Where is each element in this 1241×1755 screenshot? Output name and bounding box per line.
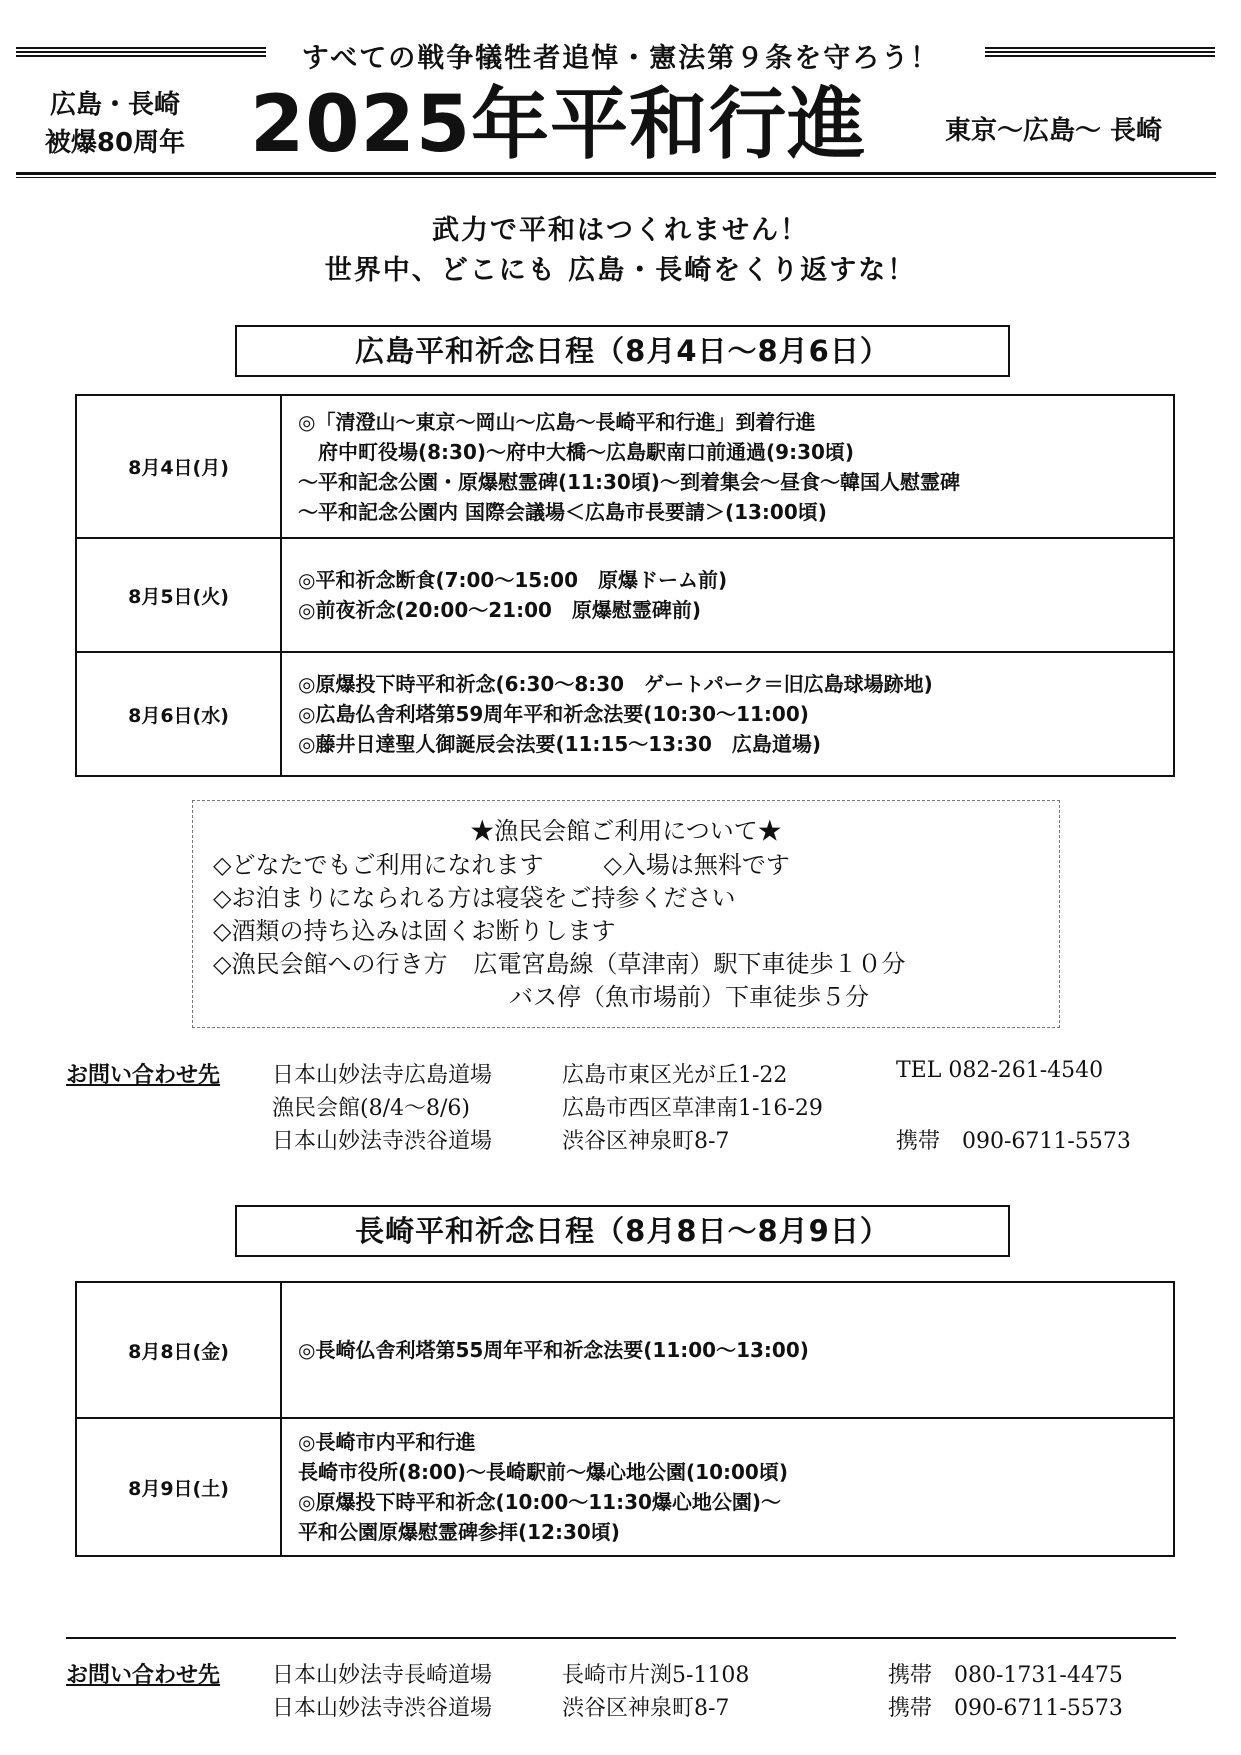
detail-line: ◎原爆投下時平和祈念(10:00〜11:30爆心地公園)〜 — [298, 1490, 782, 1514]
detail-line: ◎「清澄山〜東京〜岡山〜広島〜長崎平和行進」到着行進 — [298, 409, 816, 434]
notice-line — [213, 845, 790, 880]
detail-line: ◎長崎市内平和行進 — [298, 1430, 476, 1454]
notice-text: 広電宮島線（草津南）駅下車徒歩１０分 — [473, 950, 906, 978]
contact-address: 広島市西区草津南1-16-29 — [562, 1096, 823, 1121]
detail-cell — [281, 1418, 1174, 1556]
contact-name: 日本山妙法寺渋谷道場 — [272, 1129, 493, 1154]
contact-address: 広島市東区光が丘1-22 — [562, 1063, 788, 1088]
table-row — [76, 1418, 1174, 1556]
table-row — [76, 395, 1174, 538]
detail-line: ◎長崎仏舎利塔第55周年平和祈念法要(11:00〜13:00) — [298, 1338, 809, 1362]
detail-line: 平和公園原爆慰霊碑参拝(12:30頃) — [298, 1520, 620, 1544]
contact-name: 日本山妙法寺広島道場 — [272, 1063, 493, 1088]
detail-cell — [281, 1282, 1174, 1418]
table-row — [76, 652, 1174, 776]
header-subtitle: すべての戦争犠牲者追悼・憲法第９条を守ろう！ — [301, 43, 940, 74]
detail-line: ◎前夜祈念(20:00〜21:00 原爆慰霊碑前) — [298, 598, 702, 622]
contact-phone: TEL 082-261-4540 — [896, 1058, 1104, 1083]
contact-label-text: お問い合わせ先 — [66, 1062, 221, 1088]
contact-address: 長崎市片渕5-1108 — [562, 1663, 750, 1688]
date-cell: 8月4日(月) — [76, 395, 281, 538]
hiroshima-schedule-table — [75, 394, 1175, 777]
notice-line — [213, 944, 905, 979]
contact-label — [66, 1058, 220, 1089]
route-label: 東京〜広島〜 長崎 — [945, 116, 1163, 146]
date-cell: 8月6日(水) — [76, 652, 281, 776]
slogan-line1: 武力で平和はつくれません！ — [432, 215, 809, 246]
detail-cell — [281, 652, 1174, 776]
contact-phone: 携帯 090-6711-5573 — [896, 1129, 1131, 1154]
contact-address: 渋谷区神泉町8-7 — [562, 1696, 730, 1721]
page-title: 2025年平和行進 — [250, 80, 867, 170]
detail-line: ◎広島仏舎利塔第59周年平和祈念法要(10:30〜11:00) — [298, 702, 809, 726]
badge-line2: 被爆80周年 — [44, 128, 186, 158]
contact-label — [66, 1658, 220, 1689]
anniversary-badge — [30, 86, 200, 162]
notice-title: ★漁民会館ご利用について★ — [470, 817, 782, 845]
notice-line: バス停（魚市場前）下車徒歩５分 — [509, 983, 869, 1011]
detail-line: 〜平和記念公園・原爆慰霊碑(11:30頃)〜到着集会〜昼食〜韓国人慰霊碑 — [298, 469, 960, 494]
footer-divider — [66, 1637, 1176, 1639]
date-cell: 8月5日(火) — [76, 538, 281, 652]
badge-line1: 広島・長崎 — [49, 90, 180, 120]
notice-line: ◇酒類の持ち込みは固くお断りします — [213, 917, 616, 945]
contact-name: 漁民会館(8/4〜8/6) — [272, 1096, 470, 1121]
contact-name: 日本山妙法寺長崎道場 — [272, 1663, 493, 1688]
nagasaki-schedule-table — [75, 1281, 1175, 1557]
contact-name: 日本山妙法寺渋谷道場 — [272, 1696, 493, 1721]
contact-phone: 携帯 080-1731-4475 — [888, 1663, 1123, 1688]
contact-label-text: お問い合わせ先 — [66, 1662, 221, 1688]
header-bottom-rule — [16, 172, 1216, 178]
notice-line: ◇お泊まりになられる方は寝袋をご持参ください — [213, 884, 736, 912]
fishermen-hall-notice — [192, 800, 1060, 1028]
hiroshima-heading: 広島平和祈念日程（8月4日〜8月6日） — [235, 325, 1010, 377]
notice-text: ◇漁民会館への行き方 — [213, 950, 448, 978]
detail-line: 〜平和記念公園内 国際会議場＜広島市長要請＞(13:00頃) — [298, 499, 827, 524]
detail-cell — [281, 538, 1174, 652]
table-row — [76, 538, 1174, 652]
detail-line: 府中町役場(8:30)〜府中大橋〜広島駅南口前通過(9:30頃) — [298, 439, 855, 464]
table-row — [76, 1282, 1174, 1418]
notice-text: ◇どなたでもご利用になれます — [213, 851, 544, 879]
detail-line: ◎藤井日達聖人御誕辰会法要(11:15〜13:30 広島道場) — [298, 732, 822, 756]
contact-phone: 携帯 090-6711-5573 — [888, 1696, 1123, 1721]
detail-line: ◎原爆投下時平和祈念(6:30〜8:30 ゲートパーク＝旧広島球場跡地) — [298, 672, 933, 696]
nagasaki-heading: 長崎平和祈念日程（8月8日〜8月9日） — [235, 1205, 1010, 1257]
date-cell: 8月8日(金) — [76, 1282, 281, 1418]
detail-line: 長崎市役所(8:00)〜長崎駅前〜爆心地公園(10:00頃) — [298, 1460, 788, 1484]
detail-cell — [281, 395, 1174, 538]
detail-line: ◎平和祈念断食(7:00〜15:00 原爆ドーム前) — [298, 568, 728, 592]
notice-text: ◇入場は無料です — [603, 851, 790, 879]
date-cell: 8月9日(土) — [76, 1418, 281, 1556]
slogan-line2: 世界中、どこにも 広島・長崎をくり返すな！ — [324, 255, 917, 286]
contact-address: 渋谷区神泉町8-7 — [562, 1129, 730, 1154]
